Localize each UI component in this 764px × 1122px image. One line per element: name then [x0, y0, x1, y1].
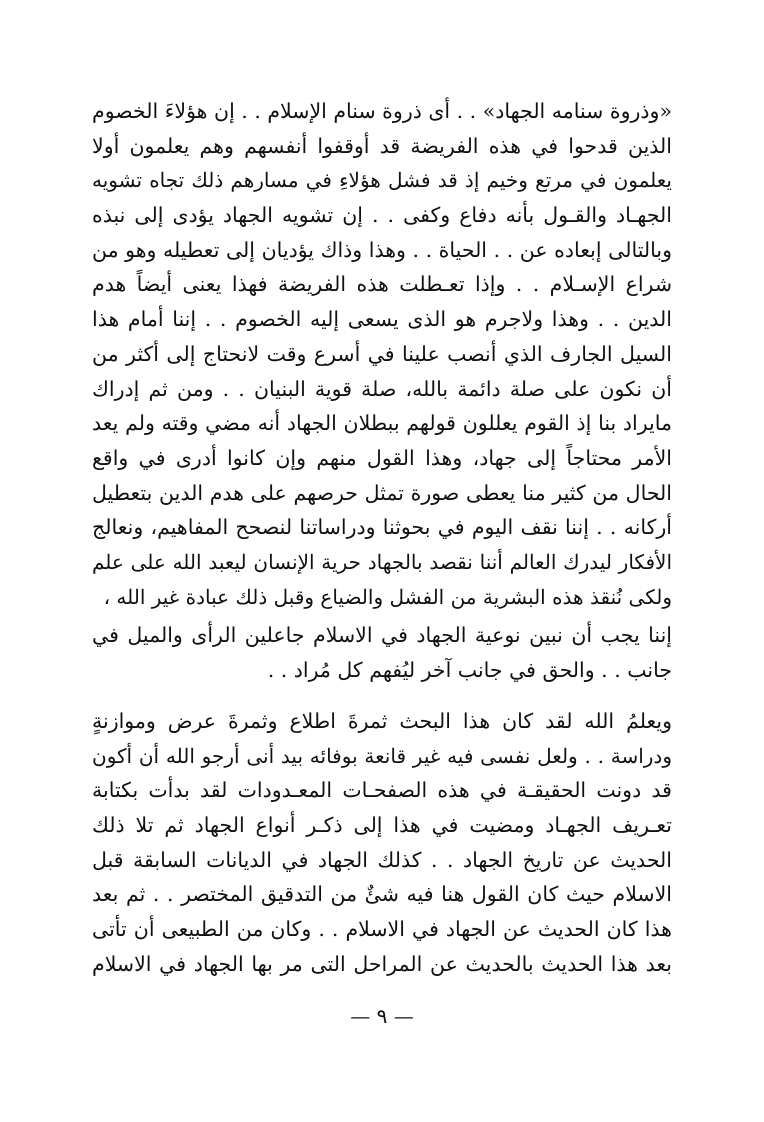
text-line: الأفكار ليدرك العالم أننا نقصد بالجهاد حرية الإنسان ليعبد الله على علم — [92, 549, 672, 574]
text-line: أركانه . . إننا نقف اليوم في بحوثنا ودراساتنا لنصحح المفاهيم، ونعالج — [92, 515, 672, 540]
paragraph-3 — [92, 704, 672, 982]
text-line: قد دونت الحقيقـة في هذه الصفحـات المعـدودات لقد بدأت بكتابة — [92, 778, 672, 803]
text-line: جانب . . والحق في جانب آخر ليُفهم كل مُراد . . — [267, 657, 672, 682]
text-line: الأمر محتاجاً إلى جهاد، وهذا القول منهم وإن كانوا أدرى في واقع — [92, 445, 672, 470]
text-line: «وذروة سنامه الجهاد» . . أى ذروة سنام الإسلام . . إن هؤلاءَ الخصوم — [92, 99, 672, 123]
text-line: وبالتالى إبعاده عن . . الحياة . . وهذا وذاك يؤديان إلى تعطيله وهو من — [92, 237, 672, 262]
text-line: شراع الإسـلام . . وإذا تعـطلت هذه الفريضة فهذا يعنى أيضاً هدم — [92, 272, 672, 297]
text-line: الحديث عن تاريخ الجهاد . . كذلك الجهاد في الديانات السابقة قبل — [92, 847, 672, 872]
text-line: إننا يجب أن نبين نوعية الجهاد في الاسلام جاعلين الرأى والميل في — [92, 623, 672, 647]
text-line: الجهـاد والقـول بأنه دفاع وكفى . . إن تشويه الجهاد يؤدى إلى نبذه — [92, 203, 672, 228]
text-line: الاسلام حيث كان القول هنا فيه شئٌ من التدقيق المختصر . . ثم بعد — [92, 882, 672, 907]
text-line: السيل الجارف الذي أنصب علينا في أسرع وقت لانحتاج إلى أكثر من — [92, 341, 672, 366]
text-line: أن نكون على صلة دائمة بالله، صلة قوية البنيان . . ومن ثم إدراك — [92, 376, 672, 401]
text-line: الدين . . وهذا ولاجرم هو الذى يسعى إليه الخصوم . . إننا أمام هذا — [92, 307, 672, 332]
text-line: مايراد بنا إذ القوم يعللون قولهم ببطلان الجهاد أنه مضي وقته ولم يعد — [92, 411, 672, 436]
text-line: الحال من كثير منا يعطى صورة تمثل حرصهم على هدم الدين بتعطيل — [92, 480, 672, 505]
paragraph-1 — [92, 94, 672, 614]
text-line: تعـريف الجهـاد ومضيت في هذا إلى ذكـر أنواع الجهاد ثم تلا ذلك — [92, 813, 672, 838]
text-line: الذين قدحوا في هذه الفريضة قد أوقفوا أنفسهم وهم يعلمون أولا — [92, 133, 672, 158]
text-line: ويعلمُ الله لقد كان هذا البحث ثمرةَ اطلاع وثمرةَ عرض وموازنةٍ — [92, 709, 672, 733]
text-line: بعد هذا الحديث بالحديث عن المراحل التى مر بها الجهاد في الاسلام — [92, 951, 672, 976]
text-line: ولكى نُنقذ هذه البشرية من الفشل والضياع وقبل ذلك عبادة غير الله ، — [103, 584, 672, 609]
text-line: يعلمون في مرتع وخيم إذ قد فشل هؤلاءِ في مسارهم ذلك تجاه تشويه — [92, 168, 672, 193]
text-line: ودراسة . . ولعل نفسى فيه غير قانعة بوفائه بيد أنى أرجو الله أن أكون — [92, 743, 672, 768]
text-line: هذا كان الحديث عن الجهاد في الاسلام . . وكان من الطبيعى أن تأتى — [92, 917, 672, 942]
page-number: — ٩ — — [350, 1004, 414, 1028]
paragraph-2 — [92, 618, 672, 687]
